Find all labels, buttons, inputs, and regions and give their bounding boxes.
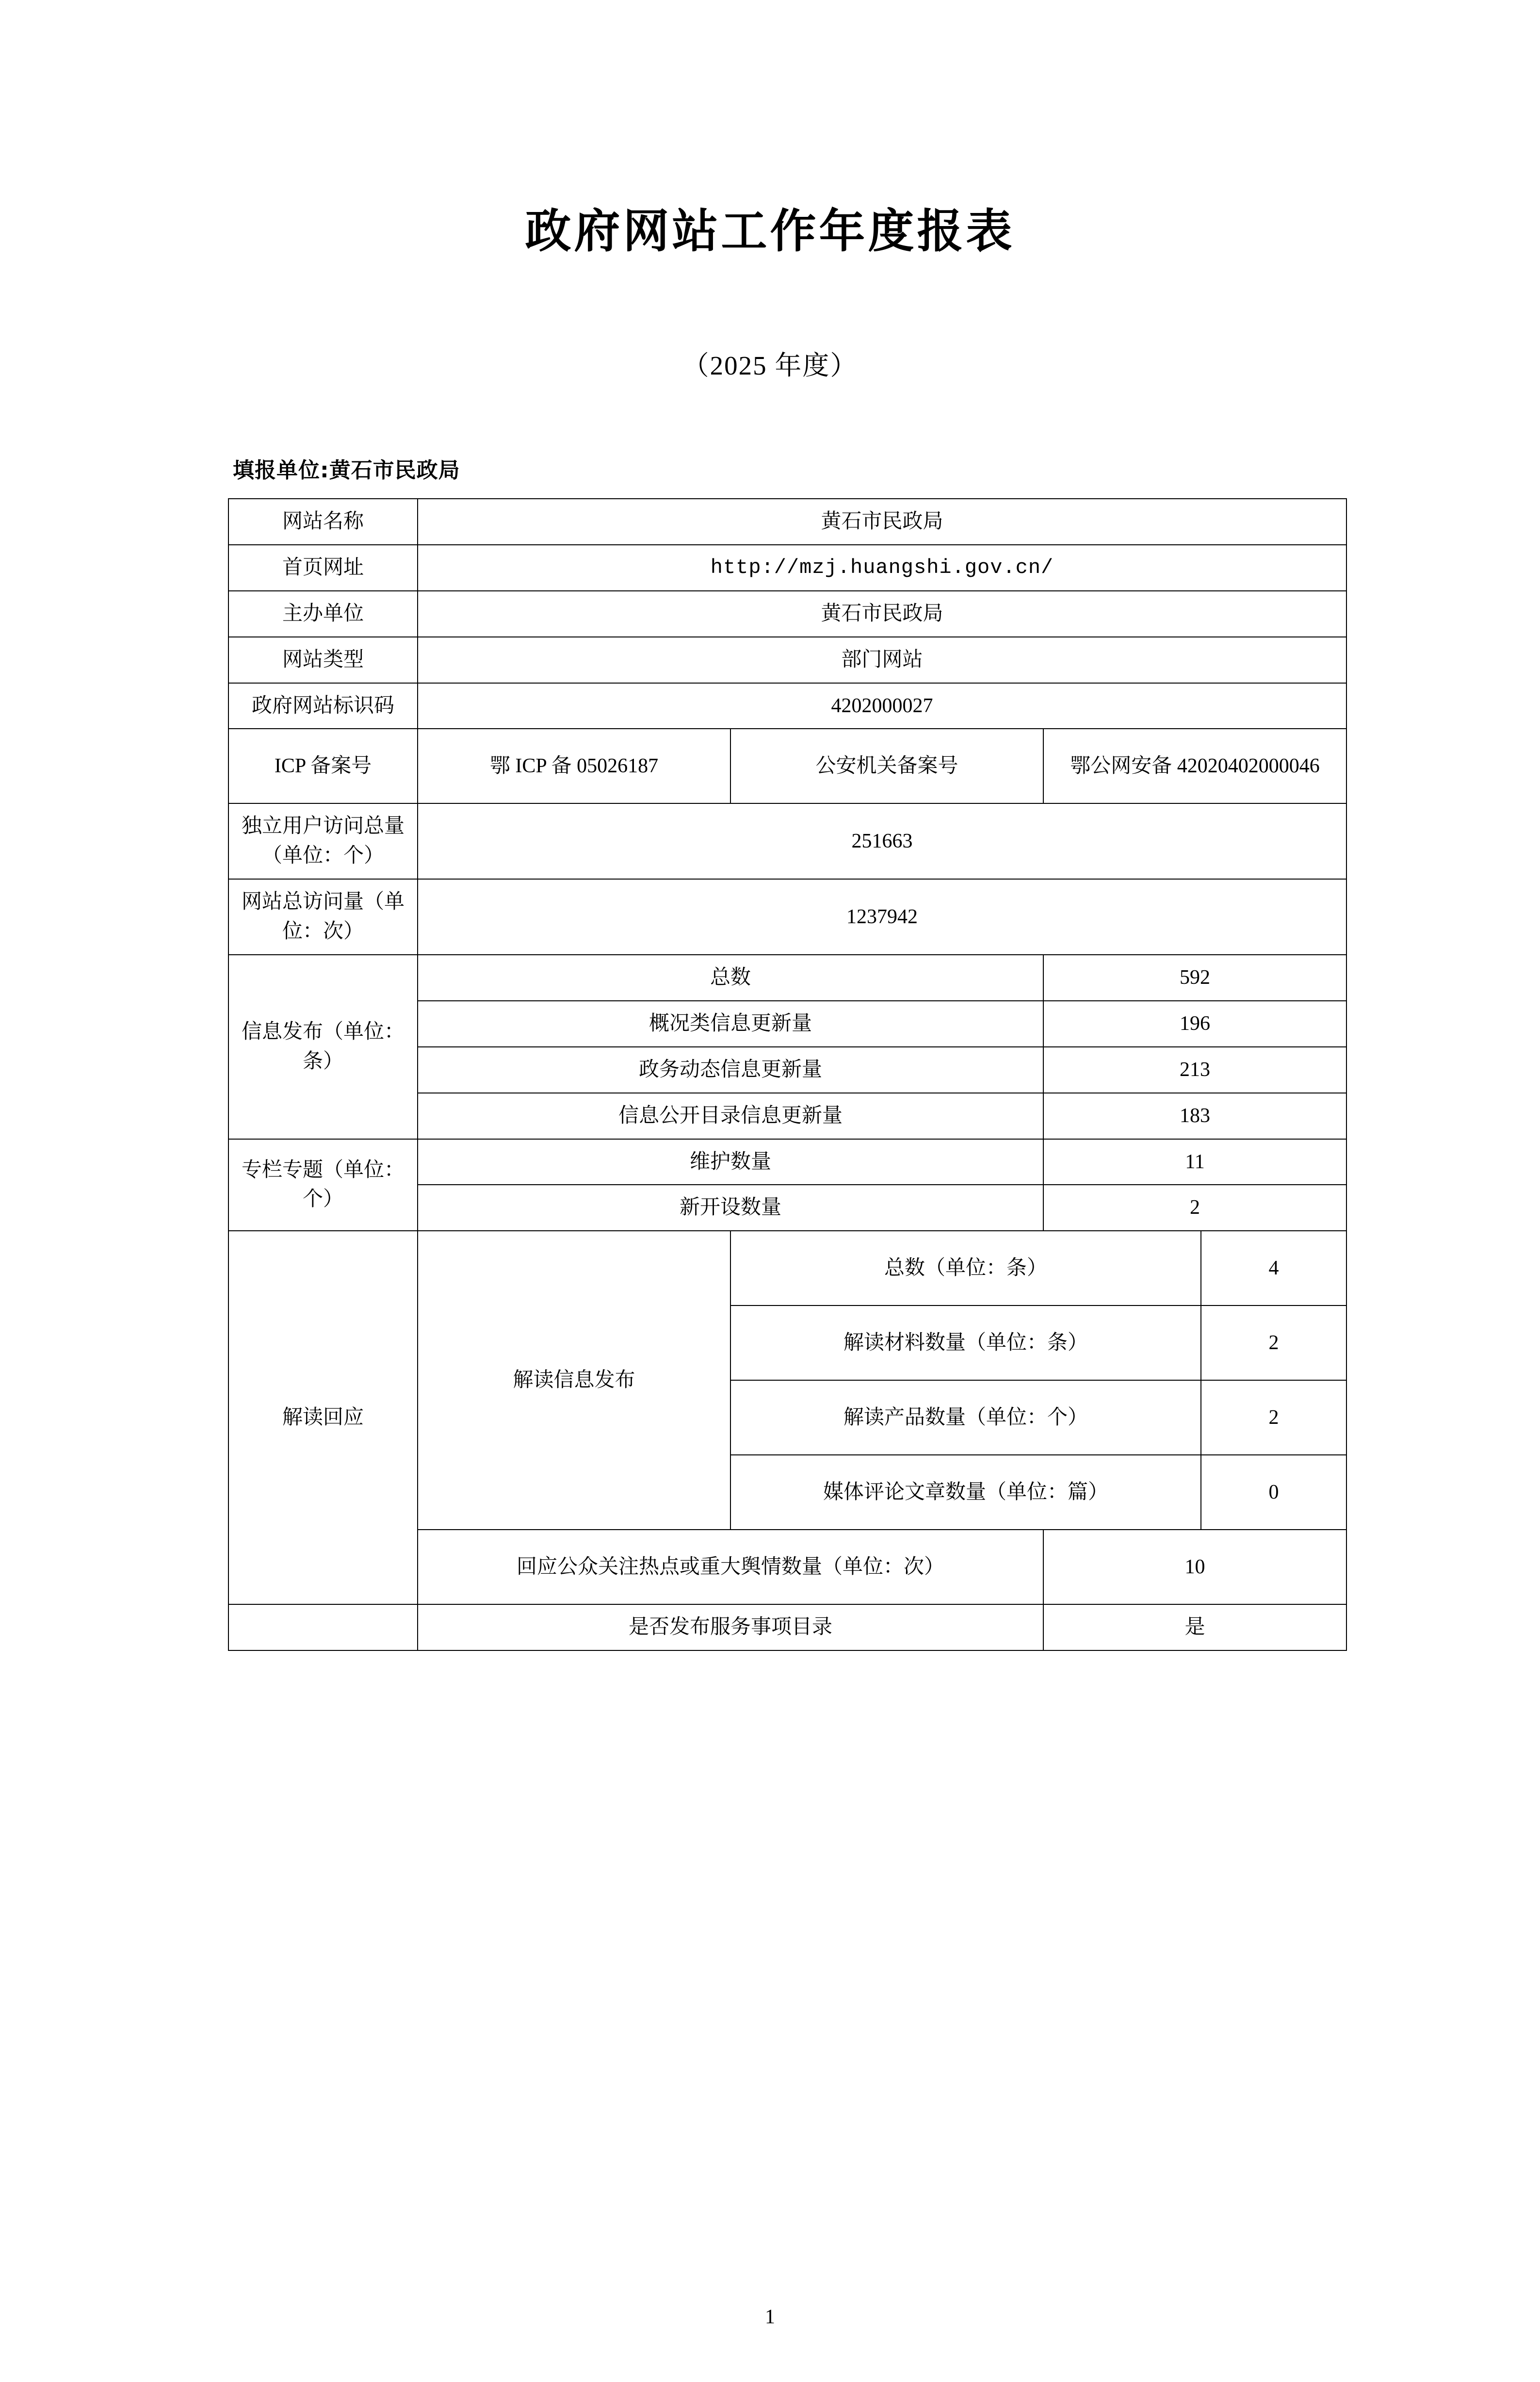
interpretation-item-label: 媒体评论文章数量（单位：篇） [730,1455,1201,1530]
page-number: 1 [765,2306,775,2328]
report-unit: 填报单位:黄石市民政局 [233,458,460,483]
annual-report-table [228,498,1347,1651]
service-catalog-value: 是 [1043,1604,1346,1650]
info-release-item-value: 213 [1043,1047,1346,1093]
column-label: 专栏专题（单位：个） [228,1139,418,1231]
site-code-value: 4202000027 [418,683,1346,729]
interpretation-item-value: 2 [1201,1380,1346,1455]
total-visits-value: 1237942 [418,879,1346,955]
total-visits-label: 网站总访问量（单位：次） [228,879,418,955]
table-row [228,637,1346,683]
interpretation-item-label: 总数（单位：条） [730,1231,1201,1305]
table-row [228,1231,1346,1305]
column-item-value: 2 [1043,1185,1346,1231]
homepage-label: 首页网址 [228,545,418,591]
info-release-item-label: 概况类信息更新量 [418,1001,1043,1047]
interpretation-label: 解读回应 [228,1231,418,1604]
table-row [228,729,1346,803]
hotspot-label: 回应公众关注热点或重大舆情数量（单位：次） [418,1530,1043,1604]
police-label: 公安机关备案号 [730,729,1043,803]
site-type-label: 网站类型 [228,637,418,683]
host-unit-value: 黄石市民政局 [418,591,1346,637]
police-value: 鄂公网安备 42020402000046 [1043,729,1346,803]
table-row [228,955,1346,1001]
site-name-label: 网站名称 [228,499,418,545]
interpretation-item-value: 2 [1201,1305,1346,1380]
site-code-label: 政府网站标识码 [228,683,418,729]
site-type-value: 部门网站 [418,637,1346,683]
table-row [228,1604,1346,1650]
info-release-item-value: 592 [1043,955,1346,1001]
hotspot-value: 10 [1043,1530,1346,1604]
homepage-value: http://mzj.huangshi.gov.cn/ [418,545,1346,591]
interpretation-release-label: 解读信息发布 [418,1231,730,1530]
page-title: 政府网站工作年度报表 [525,205,1015,258]
table-row [228,545,1346,591]
unique-visitors-label: 独立用户访问总量（单位：个） [228,803,418,879]
interpretation-item-label: 解读产品数量（单位：个） [730,1380,1201,1455]
interpretation-item-value: 0 [1201,1455,1346,1530]
table-row [228,803,1346,879]
table-row [228,683,1346,729]
host-unit-label: 主办单位 [228,591,418,637]
empty-cell [228,1604,418,1650]
info-release-item-value: 196 [1043,1001,1346,1047]
info-release-item-label: 信息公开目录信息更新量 [418,1093,1043,1139]
service-catalog-label: 是否发布服务事项目录 [418,1604,1043,1650]
info-release-item-value: 183 [1043,1093,1346,1139]
unique-visitors-value: 251663 [418,803,1346,879]
icp-value: 鄂 ICP 备 05026187 [418,729,730,803]
info-release-item-label: 总数 [418,955,1043,1001]
table-row [228,591,1346,637]
site-name-value: 黄石市民政局 [418,499,1346,545]
table-row [228,1139,1346,1185]
page-subtitle: （2025 年度） [682,351,858,380]
info-release-item-label: 政务动态信息更新量 [418,1047,1043,1093]
column-item-label: 维护数量 [418,1139,1043,1185]
column-item-label: 新开设数量 [418,1185,1043,1231]
column-item-value: 11 [1043,1139,1346,1185]
table-row [228,499,1346,545]
table-row [228,879,1346,955]
icp-label: ICP 备案号 [228,729,418,803]
interpretation-item-label: 解读材料数量（单位：条） [730,1305,1201,1380]
interpretation-item-value: 4 [1201,1231,1346,1305]
info-release-label: 信息发布（单位：条） [228,955,418,1139]
report-page [0,204,1540,2382]
